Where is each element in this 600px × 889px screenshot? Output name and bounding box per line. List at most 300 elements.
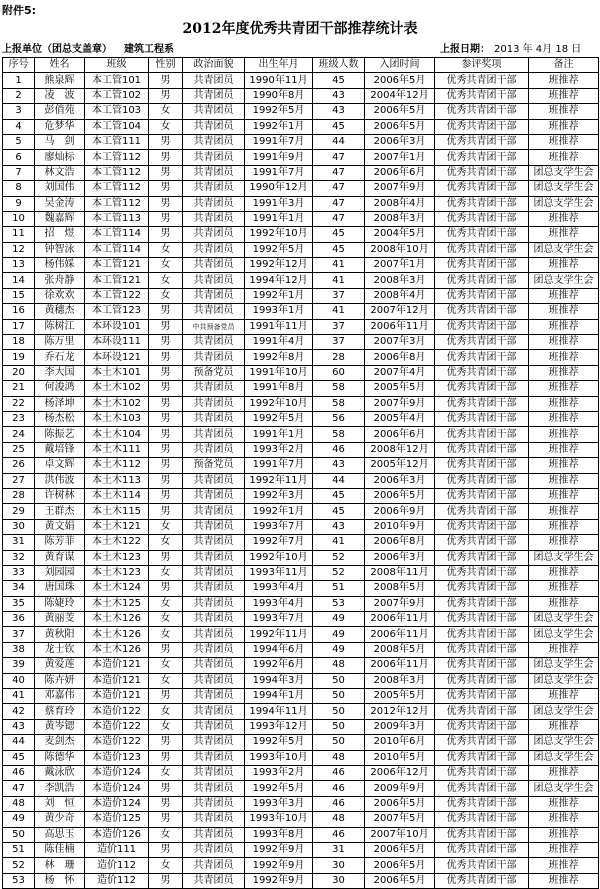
cell-political-status: 共青团员: [183, 519, 245, 534]
cell-class-size: 47: [313, 196, 365, 211]
cell-remark: 团总支学生会: [529, 750, 599, 765]
cell-gender: 男: [149, 411, 183, 426]
cell-remark: 团总支学生会: [529, 273, 599, 288]
cell-award: 优秀共青团干部: [435, 442, 529, 457]
cell-index: 41: [3, 689, 35, 704]
header-class-size: 班级人数: [313, 58, 365, 73]
cell-gender: 男: [149, 304, 183, 319]
cell-award: 优秀共青团干部: [435, 73, 529, 88]
cell-gender: 男: [149, 796, 183, 811]
table-row: [3, 565, 599, 580]
cell-political-status: 共青团员: [183, 227, 245, 242]
cell-political-status: 共青团员: [183, 827, 245, 842]
cell-remark: 班推荐: [529, 227, 599, 242]
cell-award: 优秀共青团干部: [435, 781, 529, 796]
cell-political-status: 共青团员: [183, 765, 245, 780]
cell-birth: 1993年2月: [245, 765, 313, 780]
cell-remark: 班推荐: [529, 335, 599, 350]
cell-join-date: 2006年5月: [365, 796, 435, 811]
cell-join-date: 2006年8月: [365, 535, 435, 550]
date-label: 上报日期：: [440, 44, 490, 55]
cell-gender: 女: [149, 612, 183, 627]
cell-join-date: 2006年5月: [365, 842, 435, 857]
cell-index: 35: [3, 596, 35, 611]
cell-remark: 班推荐: [529, 519, 599, 534]
cell-gender: 女: [149, 288, 183, 303]
cell-political-status: 共青团员: [183, 719, 245, 734]
cell-class-size: 45: [313, 227, 365, 242]
cell-remark: 班推荐: [529, 381, 599, 396]
attachment-label: 附件5:: [2, 4, 37, 17]
cell-index: 21: [3, 381, 35, 396]
cell-gender: 女: [149, 858, 183, 873]
cell-class: 本土木111: [85, 442, 149, 457]
cell-birth: 1993年10月: [245, 750, 313, 765]
cell-political-status: 共青团员: [183, 735, 245, 750]
cell-gender: 男: [149, 335, 183, 350]
cell-join-date: 2006年11月: [365, 658, 435, 673]
cell-index: 32: [3, 550, 35, 565]
header-award: 参评奖项: [435, 58, 529, 73]
cell-birth: 1991年1月: [245, 211, 313, 226]
cell-join-date: 2006年11月: [365, 319, 435, 334]
table-row: [3, 134, 599, 149]
cell-award: 优秀共青团干部: [435, 258, 529, 273]
cell-class: 本土木126: [85, 627, 149, 642]
cell-class-size: 58: [313, 381, 365, 396]
cell-award: 优秀共青团干部: [435, 858, 529, 873]
cell-index: 14: [3, 273, 35, 288]
cell-class: 本工管121: [85, 258, 149, 273]
cell-birth: 1990年8月: [245, 88, 313, 103]
cell-birth: 1990年12月: [245, 181, 313, 196]
cell-award: 优秀共青团干部: [435, 704, 529, 719]
cell-birth: 1991年7月: [245, 458, 313, 473]
header-join-date: 入团时间: [365, 58, 435, 73]
cell-political-status: 共青团员: [183, 873, 245, 888]
cell-name: 徐欢欢: [35, 288, 85, 303]
cell-birth: 1993年10月: [245, 812, 313, 827]
cell-class-size: 43: [313, 458, 365, 473]
cell-gender: 男: [149, 842, 183, 857]
cell-award: 优秀共青团干部: [435, 196, 529, 211]
cell-birth: 1993年8月: [245, 827, 313, 842]
cell-join-date: 2008年5月: [365, 581, 435, 596]
cell-class: 本工管123: [85, 304, 149, 319]
cell-political-status: 共青团员: [183, 612, 245, 627]
cell-award: 优秀共青团干部: [435, 519, 529, 534]
cell-gender: 女: [149, 242, 183, 257]
cell-gender: 男: [149, 365, 183, 380]
cell-class: 本工管114: [85, 227, 149, 242]
cell-award: 优秀共青团干部: [435, 411, 529, 426]
cell-award: 优秀共青团干部: [435, 350, 529, 365]
cell-gender: 男: [149, 458, 183, 473]
cell-name: 戴培锋: [35, 442, 85, 457]
cell-birth: 1991年1月: [245, 427, 313, 442]
cell-remark: 班推荐: [529, 258, 599, 273]
cell-remark: 班推荐: [529, 488, 599, 503]
table-row: [3, 550, 599, 565]
cell-class: 本工管112: [85, 150, 149, 165]
cell-index: 33: [3, 565, 35, 580]
cell-join-date: 2006年3月: [365, 550, 435, 565]
cell-award: 优秀共青团干部: [435, 288, 529, 303]
cell-award: 优秀共青团干部: [435, 181, 529, 196]
cell-political-status: 共青团员: [183, 411, 245, 426]
cell-index: 22: [3, 396, 35, 411]
cell-award: 优秀共青团干部: [435, 273, 529, 288]
cell-birth: 1991年7月: [245, 165, 313, 180]
cell-gender: 女: [149, 719, 183, 734]
cell-political-status: 共青团员: [183, 134, 245, 149]
cell-political-status: 共青团员: [183, 627, 245, 642]
cell-birth: 1994年1月: [245, 689, 313, 704]
cell-join-date: 2005年5月: [365, 381, 435, 396]
table-row: [3, 673, 599, 688]
cell-gender: 女: [149, 765, 183, 780]
table-row: [3, 319, 599, 334]
cell-birth: 1992年9月: [245, 873, 313, 888]
cell-name: 林 珊: [35, 858, 85, 873]
header-birth: 出生年月: [245, 58, 313, 73]
cell-class-size: 48: [313, 812, 365, 827]
table-row: [3, 735, 599, 750]
cell-join-date: 2009年9月: [365, 781, 435, 796]
cell-political-status: 共青团员: [183, 73, 245, 88]
table-row: [3, 627, 599, 642]
cell-gender: 男: [149, 181, 183, 196]
cell-remark: 班推荐: [529, 88, 599, 103]
cell-birth: 1992年10月: [245, 227, 313, 242]
cell-class: 本造价125: [85, 812, 149, 827]
cell-gender: 男: [149, 488, 183, 503]
cell-name: 陈德华: [35, 750, 85, 765]
cell-birth: 1992年5月: [245, 104, 313, 119]
cell-gender: 男: [149, 642, 183, 657]
cell-remark: 团总支学生会: [529, 704, 599, 719]
cell-birth: 1993年1月: [245, 304, 313, 319]
cell-class: 本工管102: [85, 88, 149, 103]
cell-birth: 1994年3月: [245, 673, 313, 688]
table-row: [3, 535, 599, 550]
document-title: 2012年度优秀共青团干部推荐统计表: [182, 21, 418, 37]
cell-birth: 1991年3月: [245, 196, 313, 211]
cell-join-date: 2006年5月: [365, 73, 435, 88]
cell-name: 戴泳欣: [35, 765, 85, 780]
cell-join-date: 2008年10月: [365, 242, 435, 257]
cell-class-size: 48: [313, 750, 365, 765]
cell-remark: 团总支学生会: [529, 196, 599, 211]
cell-award: 优秀共青团干部: [435, 565, 529, 580]
cell-class-size: 43: [313, 519, 365, 534]
cell-class-size: 44: [313, 473, 365, 488]
cell-gender: 男: [149, 396, 183, 411]
cell-gender: 女: [149, 104, 183, 119]
cell-political-status: 共青团员: [183, 673, 245, 688]
cell-award: 优秀共青团干部: [435, 473, 529, 488]
cell-join-date: 2006年5月: [365, 873, 435, 888]
cell-gender: 男: [149, 735, 183, 750]
cell-political-status: 共青团员: [183, 273, 245, 288]
cell-remark: 班推荐: [529, 458, 599, 473]
cell-award: 优秀共青团干部: [435, 427, 529, 442]
cell-class: 本工管111: [85, 134, 149, 149]
cell-birth: 1992年5月: [245, 242, 313, 257]
cell-class: 本工管112: [85, 196, 149, 211]
cell-class-size: 48: [313, 658, 365, 673]
cell-class-size: 50: [313, 719, 365, 734]
cell-name: 许树林: [35, 488, 85, 503]
cell-gender: 女: [149, 827, 183, 842]
cell-class-size: 28: [313, 350, 365, 365]
cell-name: 黄岑锶: [35, 719, 85, 734]
cell-gender: 男: [149, 381, 183, 396]
cell-class: 本土木123: [85, 565, 149, 580]
table-row: [3, 488, 599, 503]
cell-name: 黄秋阳: [35, 627, 85, 642]
header-row: [3, 58, 599, 73]
cell-join-date: 2007年3月: [365, 335, 435, 350]
cell-political-status: 共青团员: [183, 165, 245, 180]
cell-political-status: 共青团员: [183, 242, 245, 257]
cell-remark: 班推荐: [529, 319, 599, 334]
table-row: [3, 73, 599, 88]
cell-class: 造价112: [85, 858, 149, 873]
cell-award: 优秀共青团干部: [435, 304, 529, 319]
table-row: [3, 658, 599, 673]
cell-award: 优秀共青团干部: [435, 750, 529, 765]
cell-join-date: 2007年9月: [365, 181, 435, 196]
cell-class-size: 53: [313, 596, 365, 611]
cell-gender: 男: [149, 504, 183, 519]
cell-index: 24: [3, 427, 35, 442]
table-row: [3, 350, 599, 365]
cell-birth: 1992年9月: [245, 842, 313, 857]
cell-class: 本造价121: [85, 689, 149, 704]
cell-birth: 1990年11月: [245, 73, 313, 88]
cell-birth: 1993年4月: [245, 581, 313, 596]
cell-class-size: 50: [313, 735, 365, 750]
cell-index: 12: [3, 242, 35, 257]
cell-index: 15: [3, 288, 35, 303]
cell-index: 25: [3, 442, 35, 457]
cell-birth: 1991年11月: [245, 319, 313, 334]
table-row: [3, 504, 599, 519]
cell-political-status: 共青团员: [183, 535, 245, 550]
cell-class-size: 30: [313, 873, 365, 888]
cell-name: 蔡育玲: [35, 704, 85, 719]
cell-index: 6: [3, 150, 35, 165]
cell-award: 优秀共青团干部: [435, 458, 529, 473]
cell-class-size: 41: [313, 273, 365, 288]
table-row: [3, 750, 599, 765]
cell-award: 优秀共青团干部: [435, 581, 529, 596]
cell-gender: 男: [149, 812, 183, 827]
cell-index: 50: [3, 827, 35, 842]
cell-remark: 班推荐: [529, 150, 599, 165]
header-gender: 性别: [149, 58, 183, 73]
cell-join-date: 2005年5月: [365, 689, 435, 704]
cell-name: 刘国伟: [35, 181, 85, 196]
cell-political-status: 共青团员: [183, 796, 245, 811]
cell-award: 优秀共青团干部: [435, 119, 529, 134]
cell-class: 本工管104: [85, 119, 149, 134]
cell-class-size: 41: [313, 535, 365, 550]
cell-award: 优秀共青团干部: [435, 873, 529, 888]
cell-political-status: 共青团员: [183, 381, 245, 396]
cell-remark: 班推荐: [529, 642, 599, 657]
cell-class-size: 58: [313, 427, 365, 442]
cell-birth: 1993年3月: [245, 796, 313, 811]
table-row: [3, 227, 599, 242]
cell-birth: 1992年6月: [245, 658, 313, 673]
cell-class-size: 45: [313, 504, 365, 519]
table-row: [3, 519, 599, 534]
cell-award: 优秀共青团干部: [435, 673, 529, 688]
cell-award: 优秀共青团干部: [435, 827, 529, 842]
cell-join-date: 2008年3月: [365, 273, 435, 288]
cell-award: 优秀共青团干部: [435, 735, 529, 750]
cell-join-date: 2006年3月: [365, 134, 435, 149]
table-row: [3, 719, 599, 734]
cell-index: 8: [3, 181, 35, 196]
cell-class: 本造价123: [85, 750, 149, 765]
cell-index: 26: [3, 458, 35, 473]
date-value: 2013 年 4月 18 日: [494, 44, 582, 55]
cell-name: 陈佳楠: [35, 842, 85, 857]
cell-class-size: 58: [313, 396, 365, 411]
cell-award: 优秀共青团干部: [435, 165, 529, 180]
cell-join-date: 2006年12月: [365, 765, 435, 780]
cell-join-date: 2010年9月: [365, 519, 435, 534]
cell-remark: 班推荐: [529, 535, 599, 550]
cell-remark: 班推荐: [529, 473, 599, 488]
table-row: [3, 796, 599, 811]
cell-gender: 女: [149, 119, 183, 134]
table-row: [3, 196, 599, 211]
cell-gender: 男: [149, 473, 183, 488]
cell-gender: 男: [149, 73, 183, 88]
cell-gender: 男: [149, 196, 183, 211]
cell-join-date: 2009年3月: [365, 719, 435, 734]
cell-award: 优秀共青团干部: [435, 88, 529, 103]
cell-class: 本工管122: [85, 288, 149, 303]
cell-class-size: 56: [313, 411, 365, 426]
cell-award: 优秀共青团干部: [435, 796, 529, 811]
cell-political-status: 共青团员: [183, 288, 245, 303]
cell-index: 39: [3, 658, 35, 673]
cell-class: 本环设111: [85, 335, 149, 350]
cell-index: 16: [3, 304, 35, 319]
cell-join-date: 2007年4月: [365, 365, 435, 380]
cell-political-status: 共青团员: [183, 689, 245, 704]
cell-class-size: 46: [313, 796, 365, 811]
cell-join-date: 2008年4月: [365, 288, 435, 303]
cell-gender: 女: [149, 258, 183, 273]
cell-class-size: 41: [313, 304, 365, 319]
cell-class: 本工管112: [85, 181, 149, 196]
cell-index: 17: [3, 319, 35, 334]
cell-class: 本造价122: [85, 719, 149, 734]
table-row: [3, 211, 599, 226]
cell-award: 优秀共青团干部: [435, 227, 529, 242]
cell-name: 李大国: [35, 365, 85, 380]
cell-remark: 班推荐: [529, 396, 599, 411]
cell-award: 优秀共青团干部: [435, 550, 529, 565]
cell-class: 本造价124: [85, 765, 149, 780]
cell-gender: 女: [149, 273, 183, 288]
cell-index: 23: [3, 411, 35, 426]
cell-class: 本土木114: [85, 488, 149, 503]
cell-birth: 1994年11月: [245, 704, 313, 719]
cell-class-size: 45: [313, 73, 365, 88]
cell-class: 本造价121: [85, 673, 149, 688]
cell-gender: 男: [149, 88, 183, 103]
cell-index: 28: [3, 488, 35, 503]
cell-remark: 班推荐: [529, 689, 599, 704]
cell-class-size: 50: [313, 673, 365, 688]
cell-birth: 1992年5月: [245, 781, 313, 796]
cell-gender: 男: [149, 689, 183, 704]
cell-name: 张舟静: [35, 273, 85, 288]
cell-class: 本工管112: [85, 165, 149, 180]
cell-award: 优秀共青团干部: [435, 812, 529, 827]
cell-join-date: 2004年12月: [365, 88, 435, 103]
table-row: [3, 242, 599, 257]
cell-remark: 班推荐: [529, 827, 599, 842]
cell-index: 5: [3, 134, 35, 149]
cell-gender: 男: [149, 165, 183, 180]
table-row: [3, 181, 599, 196]
cell-birth: 1992年1月: [245, 119, 313, 134]
cell-class-size: 51: [313, 581, 365, 596]
cell-name: 高思玉: [35, 827, 85, 842]
cell-index: 2: [3, 88, 35, 103]
cell-remark: 班推荐: [529, 288, 599, 303]
cell-political-status: 共青团员: [183, 211, 245, 226]
cell-gender: 男: [149, 750, 183, 765]
cell-index: 11: [3, 227, 35, 242]
cell-remark: 班推荐: [529, 304, 599, 319]
cell-join-date: 2010年6月: [365, 735, 435, 750]
cell-name: 何浚鸿: [35, 381, 85, 396]
cell-remark: 班推荐: [529, 565, 599, 580]
cell-birth: 1991年10月: [245, 365, 313, 380]
cell-index: 19: [3, 350, 35, 365]
cell-join-date: 2006年5月: [365, 858, 435, 873]
cell-class-size: 49: [313, 612, 365, 627]
cell-award: 优秀共青团干部: [435, 242, 529, 257]
cell-gender: 女: [149, 658, 183, 673]
cell-award: 优秀共青团干部: [435, 104, 529, 119]
cell-join-date: 2008年3月: [365, 211, 435, 226]
cell-class-size: 46: [313, 827, 365, 842]
cell-political-status: 共青团员: [183, 842, 245, 857]
table-row: [3, 165, 599, 180]
cell-award: 优秀共青团干部: [435, 396, 529, 411]
cell-index: 37: [3, 627, 35, 642]
cell-award: 优秀共青团干部: [435, 488, 529, 503]
cell-remark: 班推荐: [529, 842, 599, 857]
cell-award: 优秀共青团干部: [435, 719, 529, 734]
cell-award: 优秀共青团干部: [435, 596, 529, 611]
cell-join-date: 2006年11月: [365, 627, 435, 642]
cell-gender: 男: [149, 873, 183, 888]
table-row: [3, 612, 599, 627]
cell-join-date: 2007年1月: [365, 150, 435, 165]
cell-political-status: 共青团员: [183, 304, 245, 319]
